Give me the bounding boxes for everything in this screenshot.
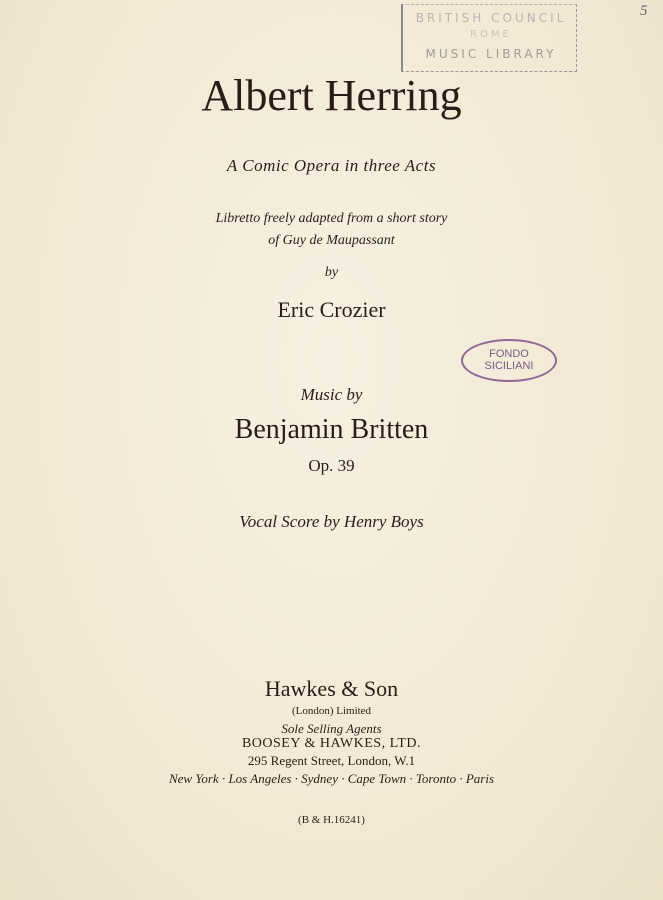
- composer-name: Benjamin Britten: [234, 414, 429, 445]
- sole-selling-agents: Sole Selling Agents: [281, 721, 382, 736]
- agent-name: BOOSEY & HAWKES, LTD.: [241, 736, 422, 751]
- agent-address: 295 Regent Street, London, W.1: [247, 753, 416, 768]
- subtitle: A Comic Opera in three Acts: [226, 156, 437, 175]
- stamp-line-1: BRITISH COUNCIL: [415, 11, 567, 25]
- by-label: by: [324, 265, 339, 280]
- libretto-line-2: of Guy de Maupassant: [268, 233, 395, 248]
- stamp-line-2: ROME: [470, 29, 512, 40]
- librettist-name: Eric Crozier: [277, 297, 386, 322]
- libretto-line-1: Libretto freely adapted from a short story: [215, 211, 448, 226]
- catalogue-number: (B & H.16241): [298, 814, 365, 826]
- library-stamp: [401, 4, 577, 72]
- music-by-label: Music by: [300, 385, 363, 404]
- oval-stamp-line-1: FONDO: [489, 348, 529, 360]
- publisher-name: Hawkes & Son: [264, 676, 399, 701]
- opus-number: Op. 39: [308, 456, 355, 475]
- cities-line: New York · Los Angeles · Sydney · Cape Town · Toronto · Paris: [168, 771, 495, 786]
- publisher-limited: (London) Limited: [291, 705, 372, 717]
- stamp-line-3: MUSIC LIBRARY: [425, 47, 557, 61]
- vocal-score-credit: Vocal Score by Henry Boys: [239, 512, 424, 531]
- oval-stamp-line-2: SICILIANI: [484, 360, 534, 372]
- opera-title: Albert Herring: [201, 71, 462, 120]
- fondo-siciliani-stamp: [461, 339, 557, 382]
- folio-number: 5: [640, 3, 648, 19]
